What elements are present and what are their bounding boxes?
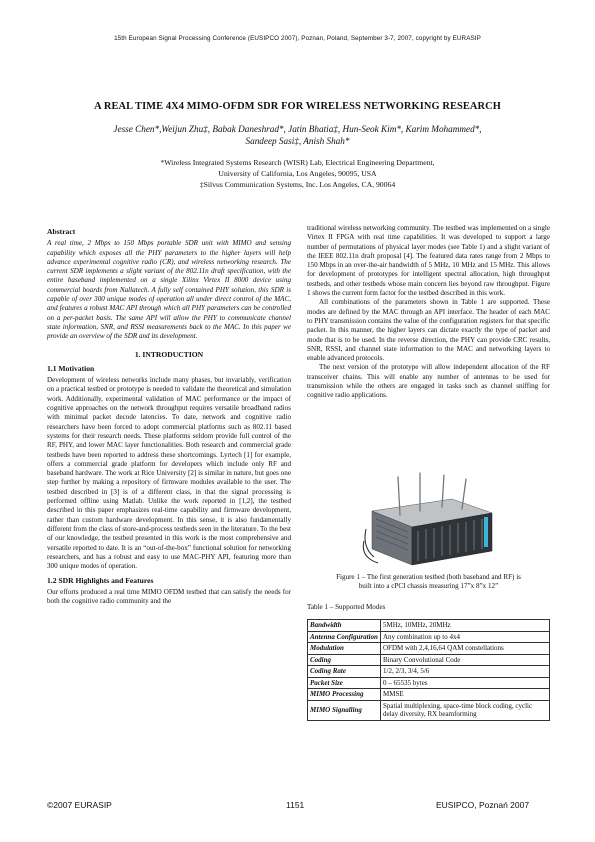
table-row: [308, 654, 550, 666]
right-paragraph-1: traditional wireless networking community. The testbed was implemented on a single Virtex II FPGA with real time capabilities. It was developed to support a large number of permutations of physical layer modes (see Table 1) and a slight variant of the IEEE 802.11n draft proposal [4]. The featured data rates range from 2 Mbps to 150 Mbps in an over-the-air bandwidth of 5 MHz, 10 MHz and 15 MHz. This allows for development of prototypes for intelligent spectral allocation, high throughput testbeds, and other testbeds whose main concern lies beyond raw throughput. Figure 1 shows the current form factor for the testbed described in this work.: [307, 224, 550, 298]
table-cell-value: MMSE: [381, 689, 550, 701]
table-body: [308, 620, 550, 721]
figure-caption-line-1: Figure 1 – The first generation testbed (both baseband and RF) is: [336, 573, 521, 581]
highlights-paragraph: Our efforts produced a real time MIMO OFDM testbed that can satisfy the needs for both the cognitive radio community and the: [47, 587, 291, 605]
table-row: [308, 700, 550, 720]
table-cell-key: MIMO Processing: [308, 689, 381, 701]
footer-conference: EUSIPCO, Poznań 2007: [436, 800, 530, 810]
motivation-heading: 1.1 Motivation: [47, 363, 95, 373]
table-cell-key: Coding Rate: [308, 666, 381, 678]
affiliation-line-3: ‡Silvus Communication Systems, Inc. Los Angeles, CA, 90064: [199, 180, 396, 189]
table-title: Table 1 – Supported Modes: [307, 603, 386, 611]
affiliation-line-1: *Wireless Integrated Systems Research (WISR) Lab, Electrical Engineering Department,: [160, 158, 435, 167]
figure-caption: [307, 573, 550, 592]
table-cell-key: Antenna Configuration: [308, 631, 381, 643]
figure-caption-line-2: built into a cPCI chassis measuring 17”x 8”x 12”: [358, 582, 499, 591]
right-paragraph-3: The next version of the prototype will allow independent allocation of the RF transceiver chains. This will enable any number of antennas to be used for transmission while the others are engaged in tasks such as channel sniffing for cognitive radio applications.: [307, 363, 550, 400]
abstract-body: A real time, 2 Mbps to 150 Mbps portable SDR unit with MIMO and sensing capability which exposes all the PHY parameters to the higher layers will help advance experimental cognitive radio (CR), and wireless networking research. The current SDR implements a slight variant of the 802.11n draft specification, with the entire baseband implemented on a single Xilinx Virtex II 8000 device using commercial boards from Nallatech. A fully self contained PHY solution, this SDR is capable of over 300 unique modes of operation all under direct control of the MAC, and features a robust MAC API through which all PHY parameters can be controlled on a per-packet basis. The same API will allow the PHY to communicate channel state information, SNR, and RSSI measurements back to the MAC. In this paper we provide an overview of the SDR and its development.: [47, 239, 291, 341]
left-column: [47, 227, 291, 606]
table-cell-value: 1/2, 2/3, 3/4, 5/6: [381, 666, 550, 678]
table-cell-key: Modulation: [308, 643, 381, 655]
table-cell-value: 5MHz, 10MHz, 20MHz: [381, 620, 550, 632]
table-row: [308, 620, 550, 632]
table-cell-value: OFDM with 2,4,16,64 QAM constellations: [381, 643, 550, 655]
table-row: [308, 689, 550, 701]
table-cell-key: Coding: [308, 654, 381, 666]
conference-header: 15th European Signal Processing Conference (EUSIPCO 2007), Poznan, Poland, September 3-7, 2007, copyright by EURASIP: [114, 35, 481, 42]
footer-copyright: ©2007 EURASIP: [47, 800, 112, 810]
table-cell-value: 0 – 65535 bytes: [381, 677, 550, 689]
footer-page-number: 1151: [286, 800, 305, 810]
highlights-heading: 1.2 SDR Highlights and Features: [47, 576, 154, 586]
table-row: [308, 643, 550, 655]
affiliations: [60, 157, 535, 190]
table-cell-value: Binary Convolutional Code: [381, 654, 550, 666]
table-row: [308, 677, 550, 689]
table-row: [308, 666, 550, 678]
table-cell-value: Any combination up to 4x4: [381, 631, 550, 643]
table-cell-key: Bandwidth: [308, 620, 381, 632]
authors-line-1: Jesse Chen*,Weijun Zhu‡, Babak Daneshrad*, Jatin Bhatia‡, Hun-Seok Kim*, Karim Mohammed*,: [113, 124, 482, 134]
abstract-heading: Abstract: [47, 227, 76, 236]
affiliation-line-2: University of California, Los Angeles, 90095, USA: [218, 169, 377, 178]
testbed-photo: [360, 469, 500, 571]
author-list: [40, 123, 555, 147]
table-cell-value: Spatial multiplexing, space-time block coding, cyclic delay diversity, RX beamforming: [381, 700, 550, 720]
table-row: [308, 631, 550, 643]
table-cell-key: MIMO Signalling: [308, 700, 381, 720]
right-paragraph-2: All combinations of the parameters shown in Table 1 are supported. These modes are defined by the MAC through an API interface. The header of each MAC to PHY transmission contains the value of the configuration registers for that specific packet. In this manner, the higher layers can dictate exactly the type of packet and mode that is to be used. In the reverse direction, the PHY can provide CRC results, SNR, RSSI, and channel state information to the MAC and networking layers to enable advanced protocols.: [307, 298, 550, 363]
right-column: [307, 224, 550, 401]
table-cell-key: Packet Size: [308, 677, 381, 689]
paper-title: A REAL TIME 4X4 MIMO-OFDM SDR FOR WIRELESS NETWORKING RESEARCH: [94, 101, 501, 112]
supported-modes-table: [307, 619, 550, 721]
introduction-heading: 1. INTRODUCTION: [134, 349, 204, 359]
motivation-paragraph: Development of wireless networks include many phases, but invariably, verification on a practical testbed or prototype is needed to validate the theoretical and simulation work. Additionally, experimental validation of MAC performance or the impact of cognitive approaches on the network throughput requires versatile broadband radios with minimal packet decode latencies. To date, network and cognitive radio researchers have been forced to adopt commercial platforms such as 802.11 based systems for their research needs. These platforms seldom provide full control of the RF, PHY, and lower MAC layer functionalities. Both research and commercial grade testbeds have been reported to address these shortcomings. Lyrtech [1] for example, offers a commercial grade platform for developers which include only RF and baseband hardware. The work at Rice University [2] is similar in nature, but goes one step further by making a repository of firmware modules available to the user. The testbed described in [3] is of a different class, in that the signal processing is performed offline using Matlab. Unlike the work reported in [1,2], the testbed described in this paper emphasizes real-time capability and firmware development, rather than custom hardware development. In this sense, it is also fundamentally different from the class of store-and-process testbeds seen in the literature. To the best of our knowledge, the testbed presented in this work is the most comprehensive and versatile reported to date. It is an “out-of-the-box” functional solution for networking researchers, and has a robust and easy to use MAC-PHY API, featuring more than 300 unique modes of operation.: [47, 376, 291, 571]
authors-line-2: Sandeep Sasi‡, Anish Shah*: [245, 136, 350, 146]
